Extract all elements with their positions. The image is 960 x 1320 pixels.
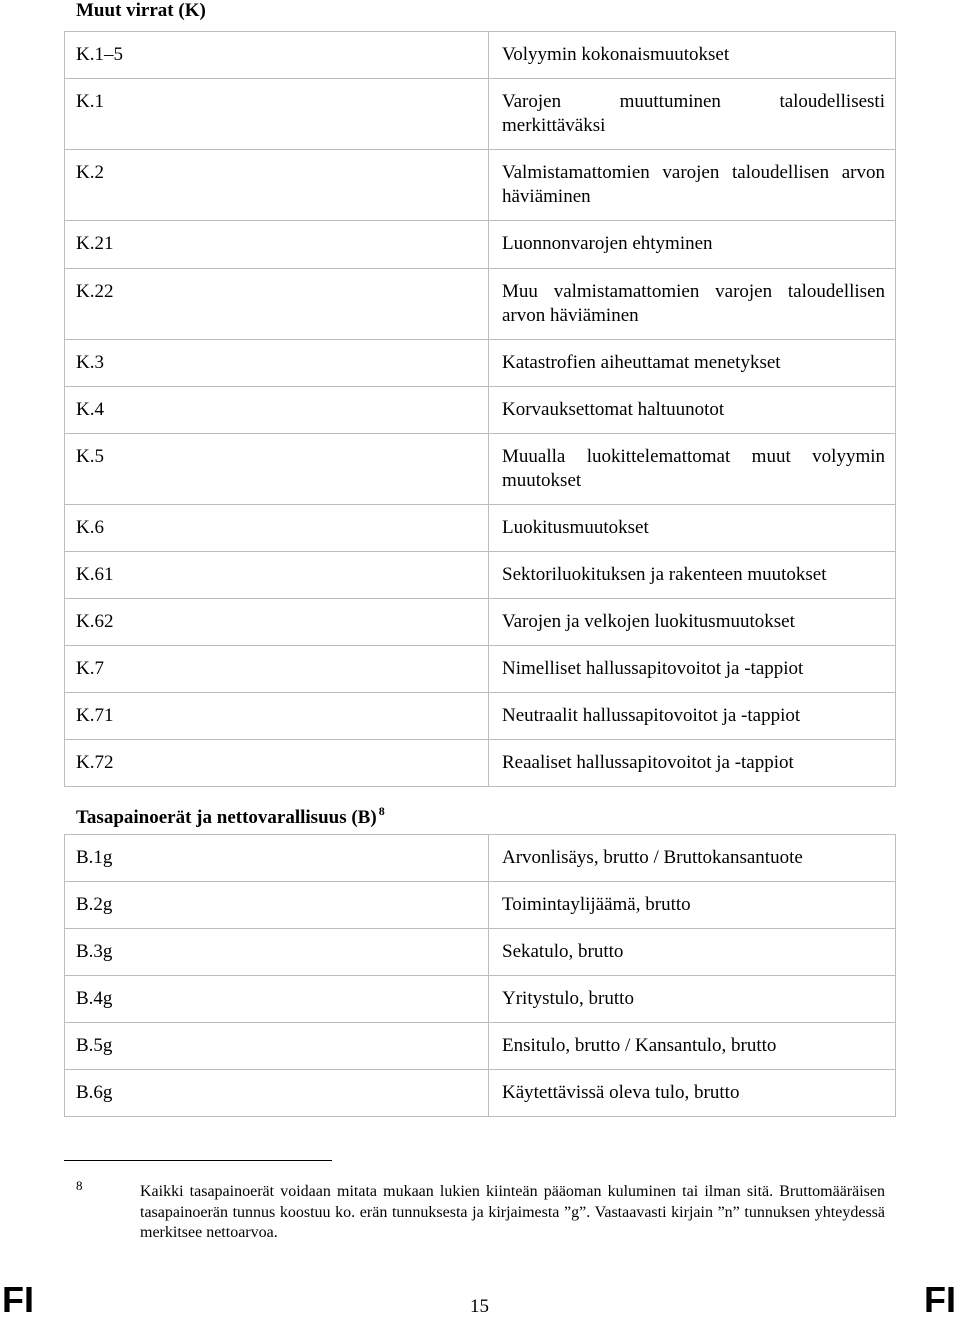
table-row [65, 552, 896, 599]
footnote-separator [64, 1160, 332, 1161]
table-row [65, 740, 896, 787]
code-cell: K.1 [65, 79, 489, 150]
description-cell: Muu valmistamattomien varojen taloudellisen arvon häviäminen [489, 269, 896, 340]
code-cell: K.4 [65, 387, 489, 434]
footnote-text: Kaikki tasapainoerät voidaan mitata mukaan lukien kiinteän pääoman kuluminen tai ilman sitä. Bruttomääräisen tasapainoerän tunnus koostuu ko. erän tunnuksesta ja kirjaimesta ”g”. Vastaavasti kirjain ”n” tunnuksen yhteydessä merkitsee nettoarvoa. [140, 1183, 885, 1241]
table-row [65, 150, 896, 221]
description-cell: Sekatulo, brutto [489, 929, 896, 976]
table-row [65, 1023, 896, 1070]
description-cell: Varojen ja velkojen luokitusmuutokset [489, 599, 896, 646]
table-row [65, 1070, 896, 1117]
description-cell: Toimintaylijäämä, brutto [489, 882, 896, 929]
code-cell: K.72 [65, 740, 489, 787]
table-row [65, 693, 896, 740]
table-row [65, 269, 896, 340]
code-cell: K.1–5 [65, 32, 489, 79]
description-cell: Käytettävissä oleva tulo, brutto [489, 1070, 896, 1117]
table-row [65, 221, 896, 269]
description-cell: Yritystulo, brutto [489, 976, 896, 1023]
description-cell: Nimelliset hallussapitovoitot ja -tappiot [489, 646, 896, 693]
description-cell: Reaaliset hallussapitovoitot ja -tappiot [489, 740, 896, 787]
description-cell: Volyymin kokonaismuutokset [489, 32, 896, 79]
table-row [65, 976, 896, 1023]
section-title-other-flows: Muut virrat (K) [76, 0, 206, 21]
table-row [65, 505, 896, 552]
section-title-balancing-items: Tasapainoerät ja nettovarallisuus (B) $^8$ [76, 804, 385, 828]
code-cell: K.62 [65, 599, 489, 646]
description-cell: Luokitusmuutokset [489, 505, 896, 552]
table-row [65, 882, 896, 929]
code-cell: K.7 [65, 646, 489, 693]
table-row [65, 79, 896, 150]
other-flows-table [64, 31, 896, 787]
code-cell: B.2g [65, 882, 489, 929]
footer-language-code-right: FI [924, 1279, 956, 1320]
description-cell: Varojen muuttuminen taloudellisesti merkittäväksi [489, 79, 896, 150]
table-row [65, 340, 896, 387]
table-row [65, 434, 896, 505]
code-cell: K.22 [65, 269, 489, 340]
table-row [65, 929, 896, 976]
balancing-items-table [64, 834, 896, 1117]
description-cell: Muualla luokittelemattomat muut volyymin muutokset [489, 434, 896, 505]
code-cell: K.3 [65, 340, 489, 387]
code-cell: B.6g [65, 1070, 489, 1117]
page-number: 15 [470, 1296, 489, 1317]
description-cell: Korvauksettomat haltuunotot [489, 387, 896, 434]
description-cell: Katastrofien aiheuttamat menetykset [489, 340, 896, 387]
description-cell: Arvonlisäys, brutto / Bruttokansantuote [489, 835, 896, 882]
description-cell: Valmistamattomien varojen taloudellisen arvon häviäminen [489, 150, 896, 221]
table-row [65, 599, 896, 646]
code-cell: K.6 [65, 505, 489, 552]
code-cell: B.1g [65, 835, 489, 882]
table-row [65, 646, 896, 693]
code-cell: K.61 [65, 552, 489, 599]
description-cell: Ensitulo, brutto / Kansantulo, brutto [489, 1023, 896, 1070]
table-row [65, 32, 896, 79]
code-cell: B.5g [65, 1023, 489, 1070]
code-cell: B.4g [65, 976, 489, 1023]
code-cell: B.3g [65, 929, 489, 976]
code-cell: K.71 [65, 693, 489, 740]
code-cell: K.5 [65, 434, 489, 505]
table-row [65, 835, 896, 882]
code-cell: K.2 [65, 150, 489, 221]
code-cell: K.21 [65, 221, 489, 269]
footnote-reference: 8 [378, 804, 385, 818]
footer-language-code-left: FI [2, 1279, 34, 1320]
description-cell: Neutraalit hallussapitovoitot ja -tappiot [489, 693, 896, 740]
footnote-mark: 8 [76, 1178, 83, 1193]
description-cell: Luonnonvarojen ehtyminen [489, 221, 896, 269]
description-cell: Sektoriluokituksen ja rakenteen muutokset [489, 552, 896, 599]
table-row [65, 387, 896, 434]
